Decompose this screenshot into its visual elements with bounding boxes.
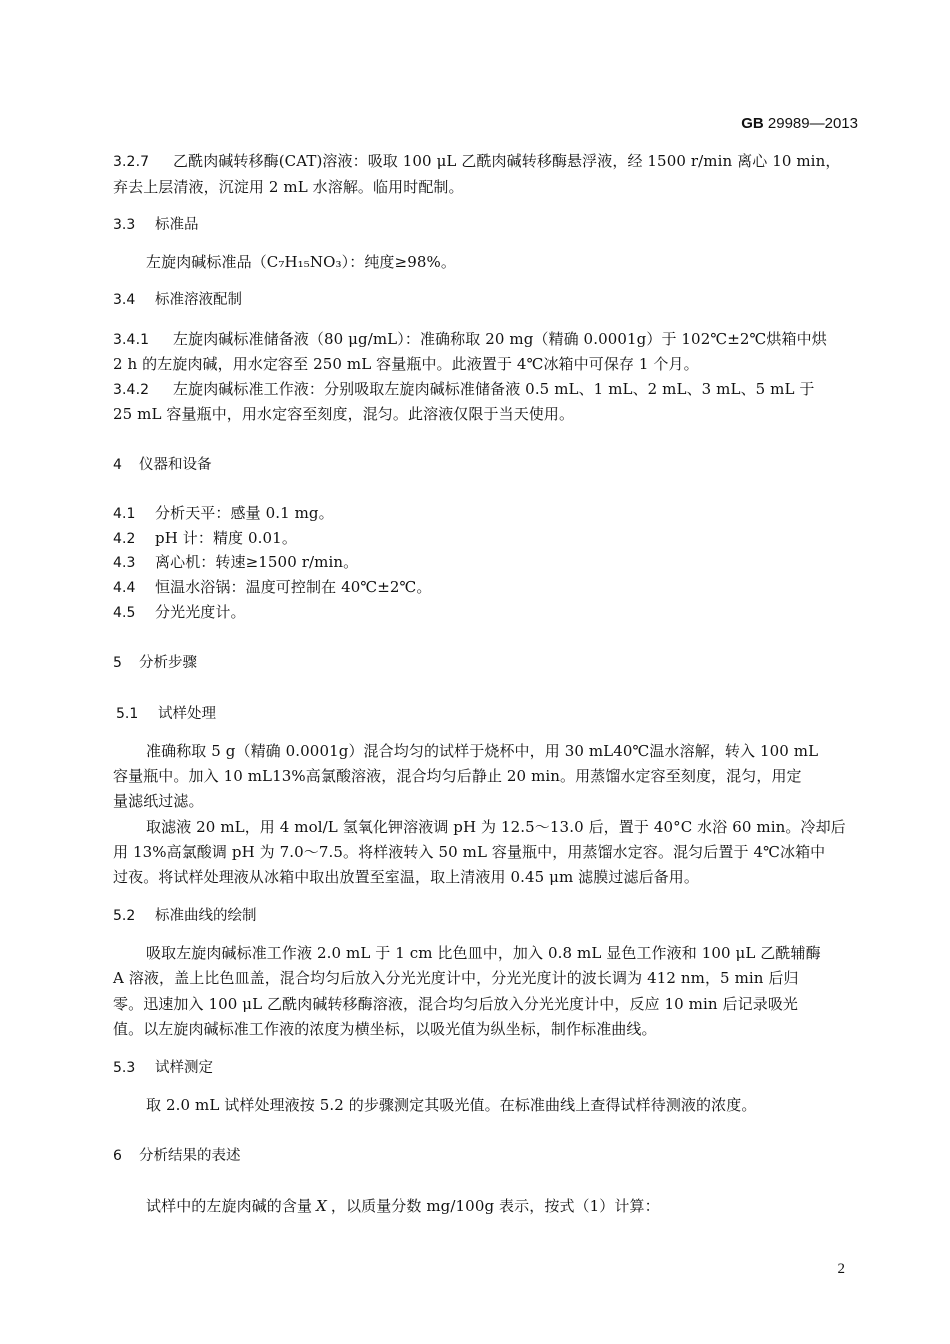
item-number: 4.3 bbox=[113, 555, 136, 571]
section-6-heading bbox=[113, 1144, 241, 1165]
section-number: 3.2.7 bbox=[113, 154, 150, 170]
paragraph-line: 量滤纸过滤。 bbox=[113, 792, 204, 810]
paragraph-line: 零。迅速加入 100 μL 乙酰肉碱转移酶溶液，混合均匀后放入分光光度计中，反应 10 min 后记录吸光 bbox=[113, 995, 799, 1013]
item-number: 4.5 bbox=[113, 605, 136, 621]
item-text: 恒温水浴锅：温度可控制在 40℃±2℃。 bbox=[155, 578, 432, 596]
section-3-4-heading bbox=[113, 288, 242, 309]
content-variable: X bbox=[316, 1197, 327, 1215]
section-title: 分析步骤 bbox=[139, 655, 197, 671]
section-title: 试样处理 bbox=[158, 706, 216, 722]
paragraph-text: 乙酰肉碱转移酶(CAT)溶液：吸取 100 μL 乙酰肉碱转移酶悬浮液，经 1500 r/min 离心 10 min， bbox=[173, 152, 841, 170]
section-3-4-1-line2: 2 h 的左旋肉碱，用水定容至 250 mL 容量瓶中。此液置于 4℃冰箱中可保存 1 个月。 bbox=[113, 355, 699, 373]
section-title: 标准溶液配制 bbox=[155, 292, 242, 308]
section-5-3-heading bbox=[113, 1056, 213, 1077]
standard-material-text: 左旋肉碱标准品（C₇H₁₅NO₃）：纯度≥98%。 bbox=[146, 253, 456, 271]
item-number: 4.2 bbox=[113, 531, 136, 547]
paragraph-line: 容量瓶中。加入 10 mL13%高氯酸溶液，混合均匀后静止 20 min。用蒸馏水定容至刻度，混匀，用定 bbox=[113, 767, 802, 785]
item-number: 4.4 bbox=[113, 580, 136, 596]
section-number: 3.4.2 bbox=[113, 382, 150, 398]
paragraph-line: 吸取左旋肉碱标准工作液 2.0 mL 于 1 cm 比色皿中，加入 0.8 mL 显色工作液和 100 μL 乙酰辅酶 bbox=[146, 944, 821, 962]
section-number: 6 bbox=[113, 1148, 122, 1164]
equipment-item bbox=[113, 601, 246, 622]
section-title: 试样测定 bbox=[155, 1060, 213, 1076]
section-5-1-heading bbox=[116, 702, 216, 723]
section-4-heading bbox=[113, 453, 212, 474]
item-text: 分光光度计。 bbox=[155, 603, 246, 621]
section-number: 5 bbox=[113, 655, 122, 671]
paragraph-line: 值。以左旋肉碱标准工作液的浓度为横坐标，以吸光值为纵坐标，制作标准曲线。 bbox=[113, 1020, 657, 1038]
equipment-item bbox=[113, 502, 334, 523]
formula-intro-text-rest: ，以质量分数 mg/100g 表示，按式（1）计算： bbox=[330, 1197, 660, 1215]
paragraph-line: 取 2.0 mL 试样处理液按 5.2 的步骤测定其吸光值。在标准曲线上查得试样待测液的浓度。 bbox=[146, 1096, 757, 1114]
paragraph-line: 取滤液 20 mL，用 4 mol/L 氢氧化钾溶液调 pH 为 12.5～13.0 后，置于 40°C 水浴 60 min。冷却后 bbox=[146, 818, 846, 836]
section-number: 5.2 bbox=[113, 908, 136, 924]
section-title: 标准品 bbox=[155, 217, 199, 233]
item-text: 分析天平：感量 0.1 mg。 bbox=[155, 504, 334, 522]
section-title: 分析结果的表述 bbox=[139, 1148, 241, 1164]
paragraph-line: 准确称取 5 g（精确 0.0001g）混合均匀的试样于烧杯中，用 30 mL40℃温水溶解，转入 100 mL bbox=[146, 742, 819, 760]
standard-code: 29989—2013 bbox=[767, 115, 858, 132]
standard-number bbox=[741, 115, 858, 132]
section-3-4-2-line2: 25 mL 容量瓶中，用水定容至刻度，混匀。此溶液仅限于当天使用。 bbox=[113, 405, 575, 423]
paragraph-line: 用 13%高氯酸调 pH 为 7.0～7.5。将样液转入 50 mL 容量瓶中，用蒸馏水定容。混匀后置于 4℃冰箱中 bbox=[113, 843, 826, 861]
section-3-4-2-line1 bbox=[113, 378, 815, 399]
item-text: pH 计：精度 0.01。 bbox=[155, 529, 297, 547]
formula-intro-text: 试样中的左旋肉碱的含量 bbox=[146, 1197, 313, 1215]
paragraph-line: 过夜。将试样处理液从冰箱中取出放置至室温，取上清液用 0.45 μm 滤膜过滤后备用。 bbox=[113, 868, 699, 886]
page-number: 2 bbox=[837, 1261, 845, 1277]
equipment-item bbox=[113, 551, 358, 572]
section-title: 标准曲线的绘制 bbox=[155, 908, 257, 924]
section-title: 仪器和设备 bbox=[139, 457, 212, 473]
section-3-2-7-line2: 弃去上层清液，沉淀用 2 mL 水溶解。临用时配制。 bbox=[113, 178, 464, 196]
equipment-item bbox=[113, 527, 297, 548]
section-3-4-1-line1 bbox=[113, 328, 827, 349]
equipment-item bbox=[113, 576, 432, 597]
section-number: 5.3 bbox=[113, 1060, 136, 1076]
standard-prefix: GB bbox=[741, 115, 764, 132]
item-number: 4.1 bbox=[113, 506, 136, 522]
section-number: 3.4 bbox=[113, 292, 136, 308]
section-5-2-heading bbox=[113, 904, 257, 925]
section-number: 3.3 bbox=[113, 217, 136, 233]
section-3-3-heading bbox=[113, 213, 199, 234]
paragraph-line: A 溶液，盖上比色皿盖，混合均匀后放入分光光度计中，分光光度计的波长调为 412 nm，5 min 后归 bbox=[113, 969, 799, 987]
section-3-2-7-line1 bbox=[113, 150, 840, 171]
section-number: 5.1 bbox=[116, 706, 139, 722]
paragraph-text: 左旋肉碱标准工作液：分别吸取左旋肉碱标准储备液 0.5 mL、1 mL、2 mL、3 mL、5 mL 于 bbox=[173, 380, 815, 398]
section-5-heading bbox=[113, 651, 197, 672]
section-number: 4 bbox=[113, 457, 122, 473]
paragraph-line bbox=[146, 1195, 660, 1216]
paragraph-text: 左旋肉碱标准储备液（80 μg/mL）：准确称取 20 mg（精确 0.0001g）于 102℃±2℃烘箱中烘 bbox=[173, 330, 827, 348]
section-number: 3.4.1 bbox=[113, 332, 150, 348]
item-text: 离心机：转速≥1500 r/min。 bbox=[155, 553, 359, 571]
